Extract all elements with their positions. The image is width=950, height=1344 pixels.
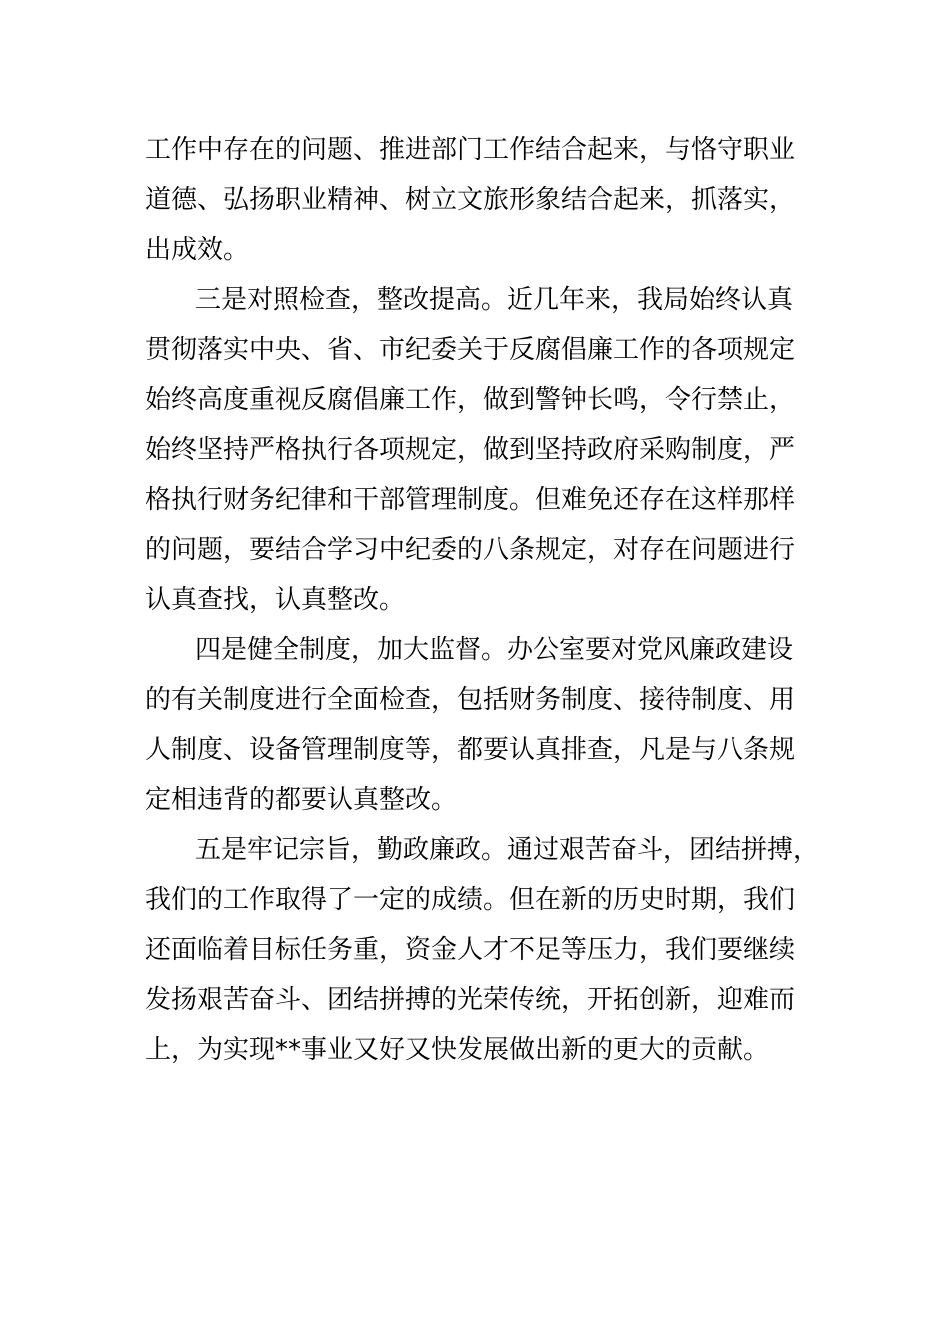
text-line: 认真查找，认真整改。	[145, 585, 406, 615]
text-line: 格执行财务纪律和干部管理制度。但难免还存在这样那样	[145, 485, 796, 515]
text-line: 定相违背的都要认真整改。	[145, 785, 458, 815]
text-line: 的有关制度进行全面检查，包括财务制度、接待制度、用	[145, 685, 796, 715]
paragraph-start-line: 三是对照检查，整改提高。近几年来，我局始终认真	[195, 285, 794, 315]
text-line: 道德、弘扬职业精神、树立文旅形象结合起来，抓落实，	[145, 185, 796, 215]
text-line: 人制度、设备管理制度等，都要认真排查，凡是与八条规	[145, 735, 796, 765]
text-line: 发扬艰苦奋斗、团结拼搏的光荣传统，开拓创新，迎难而	[145, 985, 796, 1015]
text-line: 我们的工作取得了一定的成绩。但在新的历史时期，我们	[145, 885, 796, 915]
text-line: 的问题，要结合学习中纪委的八条规定，对存在问题进行	[145, 535, 796, 565]
text-line: 上，为实现**事业又好又快发展做出新的更大的贡献。	[145, 1035, 770, 1065]
text-line: 出成效。	[145, 235, 250, 265]
text-line: 始终高度重视反腐倡廉工作，做到警钟长鸣，令行禁止，	[145, 385, 796, 415]
paragraph-start-line: 四是健全制度，加大监督。办公室要对党风廉政建设	[195, 635, 794, 665]
paragraph-start-line: 五是牢记宗旨，勤政廉政。通过艰苦奋斗，团结拼搏，	[195, 835, 820, 865]
text-line: 工作中存在的问题、推进部门工作结合起来，与恪守职业	[145, 135, 796, 165]
text-line: 还面临着目标任务重，资金人才不足等压力，我们要继续	[145, 935, 796, 965]
text-line: 始终坚持严格执行各项规定，做到坚持政府采购制度，严	[145, 435, 796, 465]
text-line: 贯彻落实中央、省、市纪委关于反腐倡廉工作的各项规定	[145, 335, 796, 365]
